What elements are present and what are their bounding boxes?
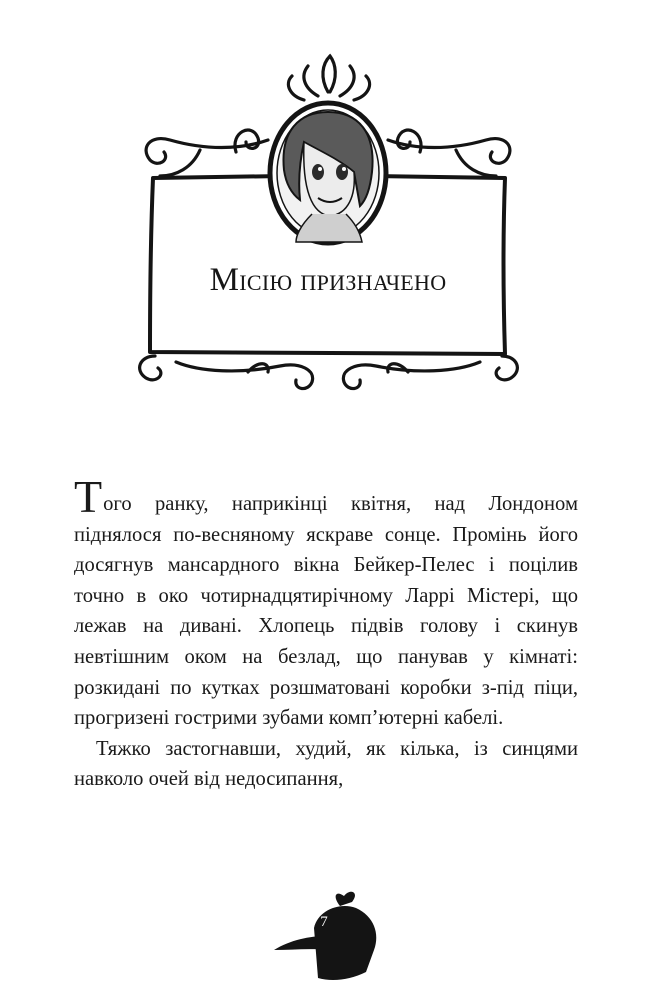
- chapter-ornament-frame: [0, 0, 656, 400]
- drop-cap: Т: [74, 471, 103, 522]
- top-left-scroll: [146, 139, 268, 164]
- body-text: [74, 471, 578, 795]
- portrait-medallion: [270, 103, 386, 243]
- paragraph-2: Тяжко застогнавши, худий, як кілька, із синцями навколо очей від недосипання,: [74, 737, 578, 791]
- page-number: 7: [320, 914, 328, 930]
- chapter-title-initial: М: [209, 262, 240, 298]
- chapter-title-rest: ісію призначено: [239, 262, 447, 297]
- paragraph-1-text: ого ранку, наприкінці квітня, над Лондоном піднялося по-весняному яскраве сонце. Промінь його досягнув мансардного вікна Бейкер-Пелес і поцілив точно в око чотирнадцятирічному Ларрі Містері, що лежав на дивані. Хлопець підвів голову і скинув невтішним оком на безлад, що панував у кімнаті: розкидані по кутках розшматовані коробки з-під піци, прогризені гострими зубами комп’ютерні кабелі.: [74, 493, 578, 730]
- chapter-title: [150, 262, 506, 299]
- top-right-scroll: [388, 139, 510, 164]
- bottom-right-scroll: [496, 356, 517, 380]
- bottom-left-scroll: [140, 356, 161, 380]
- detective-hat-icon: [270, 888, 400, 988]
- crown-flourish: [323, 56, 335, 92]
- paragraph-1: [74, 471, 578, 734]
